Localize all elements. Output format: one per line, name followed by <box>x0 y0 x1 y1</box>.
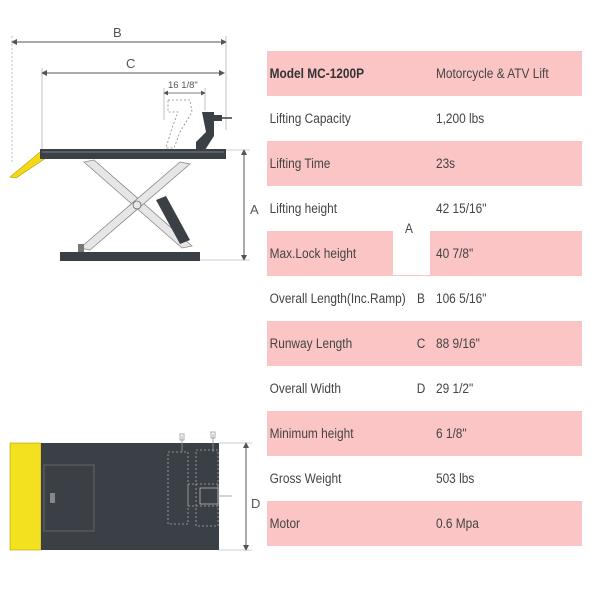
spec-label: Overall Width <box>269 381 341 396</box>
spec-value: 0.6 Mpa <box>435 516 479 531</box>
ramp-top-icon <box>10 443 41 550</box>
table-row <box>267 141 582 186</box>
dimension-d-label: D <box>251 496 261 511</box>
table-row <box>267 321 582 366</box>
spec-label: Minimum height <box>269 426 354 441</box>
spec-code <box>408 411 434 456</box>
side-view <box>10 25 259 261</box>
spec-label: Motor <box>269 516 301 531</box>
dimension-a-label: A <box>250 202 259 217</box>
spec-value: 503 lbs <box>435 471 475 486</box>
wheel-chock-icon <box>196 112 214 150</box>
spec-value: 29 1/2" <box>435 381 474 396</box>
spec-label: Overall Length(Inc.Ramp) <box>269 291 406 306</box>
spec-value: 23s <box>435 156 456 171</box>
chock-dimension-label: 16 1/8" <box>168 80 198 91</box>
table-row <box>267 276 582 321</box>
table-row <box>267 51 582 96</box>
spec-value: 106 5/16" <box>435 291 487 306</box>
spec-code: B <box>417 291 425 306</box>
table-row <box>267 456 582 501</box>
spec-code <box>408 456 434 501</box>
spec-code <box>408 141 434 186</box>
table-row <box>267 501 582 546</box>
code-column-divider <box>393 96 430 141</box>
spec-value: 88 9/16" <box>435 336 480 351</box>
spec-label: Lifting Time <box>269 156 331 171</box>
spec-value: 6 1/8" <box>435 426 467 441</box>
spec-code <box>408 51 434 96</box>
spec-label: Runway Length <box>269 336 353 351</box>
spec-value: 1,200 lbs <box>435 111 485 126</box>
dimension-c-label: C <box>126 56 136 71</box>
spec-label: Model MC-1200P <box>269 66 365 81</box>
dimension-b-label: B <box>113 25 122 40</box>
spec-label: Gross Weight <box>269 471 342 486</box>
spec-label: Lifting Capacity <box>269 111 351 126</box>
spec-value: 40 7/8" <box>435 246 474 261</box>
merged-code-label: A <box>405 221 413 236</box>
spec-code: C <box>416 336 426 351</box>
scissor-mechanism <box>78 160 192 252</box>
spec-label: Max.Lock height <box>269 246 357 261</box>
top-view <box>10 432 260 550</box>
spec-value: 42 15/16" <box>435 201 487 216</box>
table-row <box>267 411 582 456</box>
table-row <box>267 366 582 411</box>
spec-code: D <box>416 381 426 396</box>
spec-label: Lifting height <box>269 201 338 216</box>
spec-value: Motorcycle & ATV Lift <box>435 66 549 81</box>
spec-code <box>408 501 434 546</box>
